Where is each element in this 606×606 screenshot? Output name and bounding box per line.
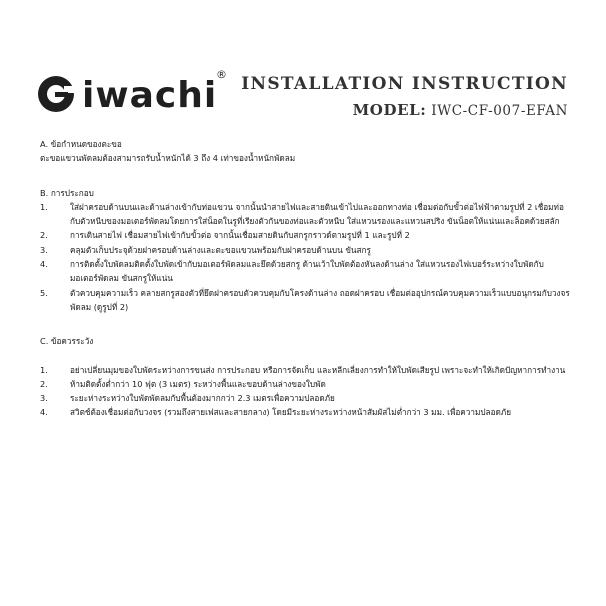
item-number: 4. [40,407,48,418]
item-text: สวิตช์ต้องเชื่อมต่อกับวงจร (รวมถึงสายเฟสและสายกลาง) โดยมีระยะห่างระหว่างหน้าสัมผัสไม่ต่ำกว่า 3 มม. เพื่อความปลอดภัย [70,407,512,418]
list-item [40,257,570,286]
list-item [40,200,570,229]
item-text: อย่าเปลี่ยนมุมของใบพัดระหว่างการขนส่ง การประกอบ หรือการจัดเก็บ และหลีกเลี่ยงการทำให้ใบพัดเสียรูป เพราะจะทำให้เกิดปัญหาการทำงาน [70,364,566,375]
document-header [0,0,606,130]
list-item [40,377,570,391]
model-value: IWC-CF-007-EFAN [431,103,568,119]
registered-mark: ® [216,68,227,81]
item-text: ห้ามติดตั้งต่ำกว่า 10 ฟุต (3 เมตร) ระหว่างพื้นและขอบด้านล่างของใบพัด [70,378,326,389]
section-a-heading: A. ข้อกำหนดของตะขอ [40,139,122,149]
item-text: ตัวควบคุมความเร็ว คลายสกรูสองตัวที่ยึดฝาครอบตัวควบคุมกับโครงด้านล่าง ถอดฝาครอบ เชื่อมต่ออุปกรณ์ควบคุมความเร็วแบบอนุกรมกับวงจรพัดลม (ดูรูปที่ 2) [70,287,570,312]
item-text: ระยะห่างระหว่างใบพัดพัดลมกับพื้นต้องมากกว่า 2.3 เมตรเพื่อความปลอดภัย [70,393,335,404]
brand-logo [38,68,248,120]
section-b-heading: B. การประกอบ [40,187,94,198]
instruction-body [40,137,570,420]
model-label: MODEL: [352,101,427,119]
list-item [40,363,570,377]
item-number: 2. [40,378,48,389]
logo-g-icon [38,76,74,112]
item-number: 3. [40,393,48,404]
list-item [40,243,570,257]
list-item [40,405,570,419]
item-number: 5. [40,287,48,298]
item-number: 4. [40,259,48,270]
list-item [40,286,570,315]
section-a-text: ตะขอแขวนพัดลมต้องสามารถรับน้ำหนักได้ 3 ถึง 4 เท่าของน้ำหนักพัดลม [40,153,296,164]
logo-text: iwachi [82,75,218,116]
item-number: 3. [40,244,48,255]
item-text: การเดินสายไฟ เชื่อมสายไฟเข้ากับขั้วต่อ จากนั้นเชื่อมสายดินกับสกรูกราวด์ตามรูปที่ 1 และรูปที่ 2 [70,230,410,241]
section-c-heading: C. ข้อควรระวัง [40,336,94,347]
list-item [40,228,570,242]
item-number: 1. [40,364,48,375]
item-number: 2. [40,230,48,241]
item-text: การติดตั้งใบพัดลมติดตั้งใบพัดเข้ากับมอเตอร์พัดลมและยึดด้วยสกรู ด้านเว้าใบพัดต้องหันลงด้านล่าง ใส่แหวนรองไฟเบอร์ระหว่างใบพัดกับมอเตอร์พัดลม ขันสกรูให้แน่น [70,259,544,284]
document-title: INSTALLATION INSTRUCTION [241,74,568,94]
item-text: คลุมตัวเก็บประจุด้วยฝาครอบด้านล่างและตะขอแขวนพร้อมกับฝาครอบด้านบน ขันสกรู [70,244,371,255]
item-number: 1. [40,201,48,212]
list-item [40,391,570,405]
item-text: ใส่ฝาครอบด้านบนและด้านล่างเข้ากับท่อแขวน จากนั้นนำสายไฟและสายดินเข้าไปและออกทางท่อ เชื่อมต่อกับขั้วต่อไฟฟ้าตามรูปที่ 2 เชื่อมท่อกับตัวหนีบของมอเตอร์พัดลมโดยการใส่น็อตในรูที่เรียงตัวกันของท่อและตัวหนีบ ใส่แหวนรองและแหวนสปริง ขันน็อตให้แน่นและล็อคด้วยสลัก [70,201,564,227]
model-line [353,101,568,119]
